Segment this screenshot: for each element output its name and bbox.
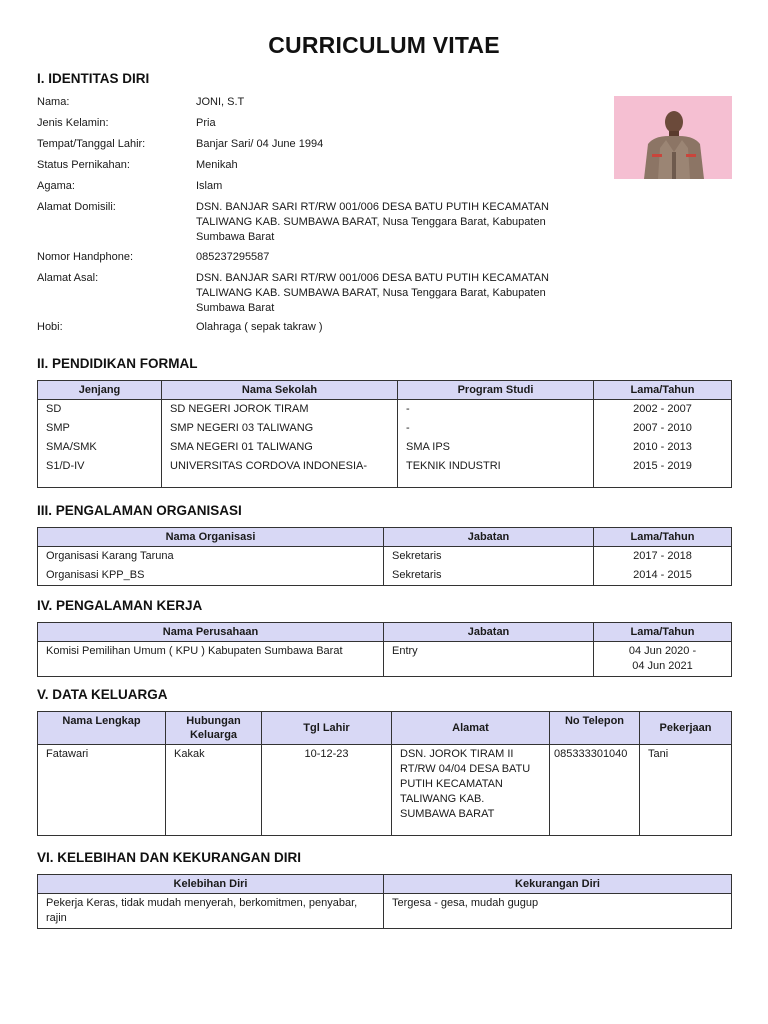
column-header: Nama Lengkap xyxy=(38,712,166,745)
person-silhouette-icon xyxy=(614,96,732,179)
table-row xyxy=(38,419,732,438)
label-jenis-kelamin: Jenis Kelamin: xyxy=(37,117,109,129)
table-cell: Organisasi KPP_BS xyxy=(38,566,384,586)
table-row xyxy=(38,400,732,420)
table-cell: Fatawari xyxy=(38,745,166,836)
table-row xyxy=(38,457,732,488)
label-alamat-asal: Alamat Asal: xyxy=(37,272,99,284)
table-row xyxy=(38,642,732,677)
table-cell: UNIVERSITAS CORDOVA INDONESIA- xyxy=(162,457,398,488)
table-header-row xyxy=(38,712,732,745)
document-title: CURRICULUM VITAE xyxy=(268,32,500,58)
table-cell: SMP xyxy=(38,419,162,438)
column-header: No Telepon xyxy=(550,712,640,745)
kerja-table xyxy=(37,622,732,677)
value-nama: JONI, S.T xyxy=(196,96,245,108)
table-cell: 2010 - 2013 xyxy=(594,438,732,457)
table-cell: 2015 - 2019 xyxy=(594,457,732,488)
column-header: Jabatan xyxy=(384,528,594,547)
table-cell: SD xyxy=(38,400,162,420)
label-status-pernikahan: Status Pernikahan: xyxy=(37,159,130,171)
table-row xyxy=(38,745,732,836)
value-alamat-domisili: DSN. BANJAR SARI RT/RW 001/006 DESA BATU PUTIH KECAMATAN TALIWANG KAB. SUMBAWA BARAT, Nusa Tenggara Barat, Kabupaten Sumbawa Barat xyxy=(196,201,549,243)
table-header-row xyxy=(38,381,732,400)
column-header: Tgl Lahir xyxy=(262,712,392,745)
table-cell: Entry xyxy=(384,642,594,677)
table-header-row xyxy=(38,528,732,547)
table-cell: SMA IPS xyxy=(398,438,594,457)
section-kelebihan-title: VI. KELEBIHAN DAN KEKURANGAN DIRI xyxy=(37,850,302,865)
table-cell: S1/D-IV xyxy=(38,457,162,488)
section-identitas-title: I. IDENTITAS DIRI xyxy=(37,71,150,86)
table-cell: Sekretaris xyxy=(384,566,594,586)
table-cell: Sekretaris xyxy=(384,547,594,567)
table-cell: 2014 - 2015 xyxy=(594,566,732,586)
table-cell: SMA NEGERI 01 TALIWANG xyxy=(162,438,398,457)
value-status-pernikahan: Menikah xyxy=(196,159,238,171)
table-cell: 2017 - 2018 xyxy=(594,547,732,567)
profile-photo xyxy=(614,96,732,179)
section-organisasi-title: III. PENGALAMAN ORGANISASI xyxy=(37,503,242,518)
organisasi-table xyxy=(37,527,732,586)
table-cell: Tergesa - gesa, mudah gugup xyxy=(384,894,732,929)
column-header: Nama Perusahaan xyxy=(38,623,384,642)
kelebihan-table xyxy=(37,874,732,929)
table-cell: TEKNIK INDUSTRI xyxy=(398,457,594,488)
column-header: Jabatan xyxy=(384,623,594,642)
keluarga-table xyxy=(37,711,732,836)
column-header: Pekerjaan xyxy=(640,712,732,745)
value-nomor-handphone: 085237295587 xyxy=(196,251,270,263)
pendidikan-table xyxy=(37,380,732,488)
column-header: Lama/Tahun xyxy=(594,623,732,642)
table-cell: SD NEGERI JOROK TIRAM xyxy=(162,400,398,420)
table-header-row xyxy=(38,875,732,894)
label-hobi: Hobi: xyxy=(37,321,63,333)
table-row xyxy=(38,547,732,567)
table-cell: 2007 - 2010 xyxy=(594,419,732,438)
column-header: Nama Sekolah xyxy=(162,381,398,400)
table-cell: 085333301040 xyxy=(550,745,640,836)
table-cell: SMA/SMK xyxy=(38,438,162,457)
value-alamat-asal: DSN. BANJAR SARI RT/RW 001/006 DESA BATU PUTIH KECAMATAN TALIWANG KAB. SUMBAWA BARAT, Nusa Tenggara Barat, Kabupaten Sumbawa Barat xyxy=(196,272,549,314)
table-row xyxy=(38,894,732,929)
table-row xyxy=(38,566,732,586)
column-header: Alamat xyxy=(392,712,550,745)
column-header: Kekurangan Diri xyxy=(384,875,732,894)
table-header-row xyxy=(38,623,732,642)
table-row xyxy=(38,438,732,457)
table-cell: 2002 - 2007 xyxy=(594,400,732,420)
column-header: Kelebihan Diri xyxy=(38,875,384,894)
value-agama: Islam xyxy=(196,180,223,192)
label-alamat-domisili: Alamat Domisili: xyxy=(37,201,116,213)
period-end: 04 Jun 2021 xyxy=(632,660,693,672)
value-tempat-tanggal-lahir: Banjar Sari/ 04 June 1994 xyxy=(196,138,324,150)
label-agama: Agama: xyxy=(37,180,75,192)
column-header: Jenjang xyxy=(38,381,162,400)
table-cell: SMP NEGERI 03 TALIWANG xyxy=(162,419,398,438)
label-tempat-tanggal-lahir: Tempat/Tanggal Lahir: xyxy=(37,138,146,150)
section-pendidikan-title: II. PENDIDIKAN FORMAL xyxy=(37,356,198,371)
table-cell: - xyxy=(398,400,594,420)
column-header: Lama/Tahun xyxy=(594,528,732,547)
period-start: 04 Jun 2020 - xyxy=(628,645,697,657)
table-cell: - xyxy=(398,419,594,438)
section-kerja-title: IV. PENGALAMAN KERJA xyxy=(37,598,203,613)
table-cell: 10-12-23 xyxy=(262,745,392,836)
label-nama: Nama: xyxy=(37,96,70,108)
label-nomor-handphone: Nomor Handphone: xyxy=(37,251,134,263)
section-keluarga-title: V. DATA KELUARGA xyxy=(37,687,168,702)
column-header: Nama Organisasi xyxy=(38,528,384,547)
column-header: Lama/Tahun xyxy=(594,381,732,400)
table-cell: DSN. JOROK TIRAM II RT/RW 04/04 DESA BATU PUTIH KECAMATAN TALIWANG KAB. SUMBAWA BARAT xyxy=(392,745,550,836)
column-header: Program Studi xyxy=(398,381,594,400)
value-jenis-kelamin: Pria xyxy=(196,117,216,129)
table-cell: Kakak xyxy=(166,745,262,836)
column-header: Hubungan Keluarga xyxy=(166,712,262,745)
table-cell: Komisi Pemilihan Umum ( KPU ) Kabupaten Sumbawa Barat xyxy=(38,642,384,677)
value-hobi: Olahraga ( sepak takraw ) xyxy=(196,321,323,333)
table-cell xyxy=(594,642,732,677)
table-cell: Pekerja Keras, tidak mudah menyerah, berkomitmen, penyabar, rajin xyxy=(38,894,384,929)
table-cell: Organisasi Karang Taruna xyxy=(38,547,384,567)
table-cell: Tani xyxy=(640,745,732,836)
